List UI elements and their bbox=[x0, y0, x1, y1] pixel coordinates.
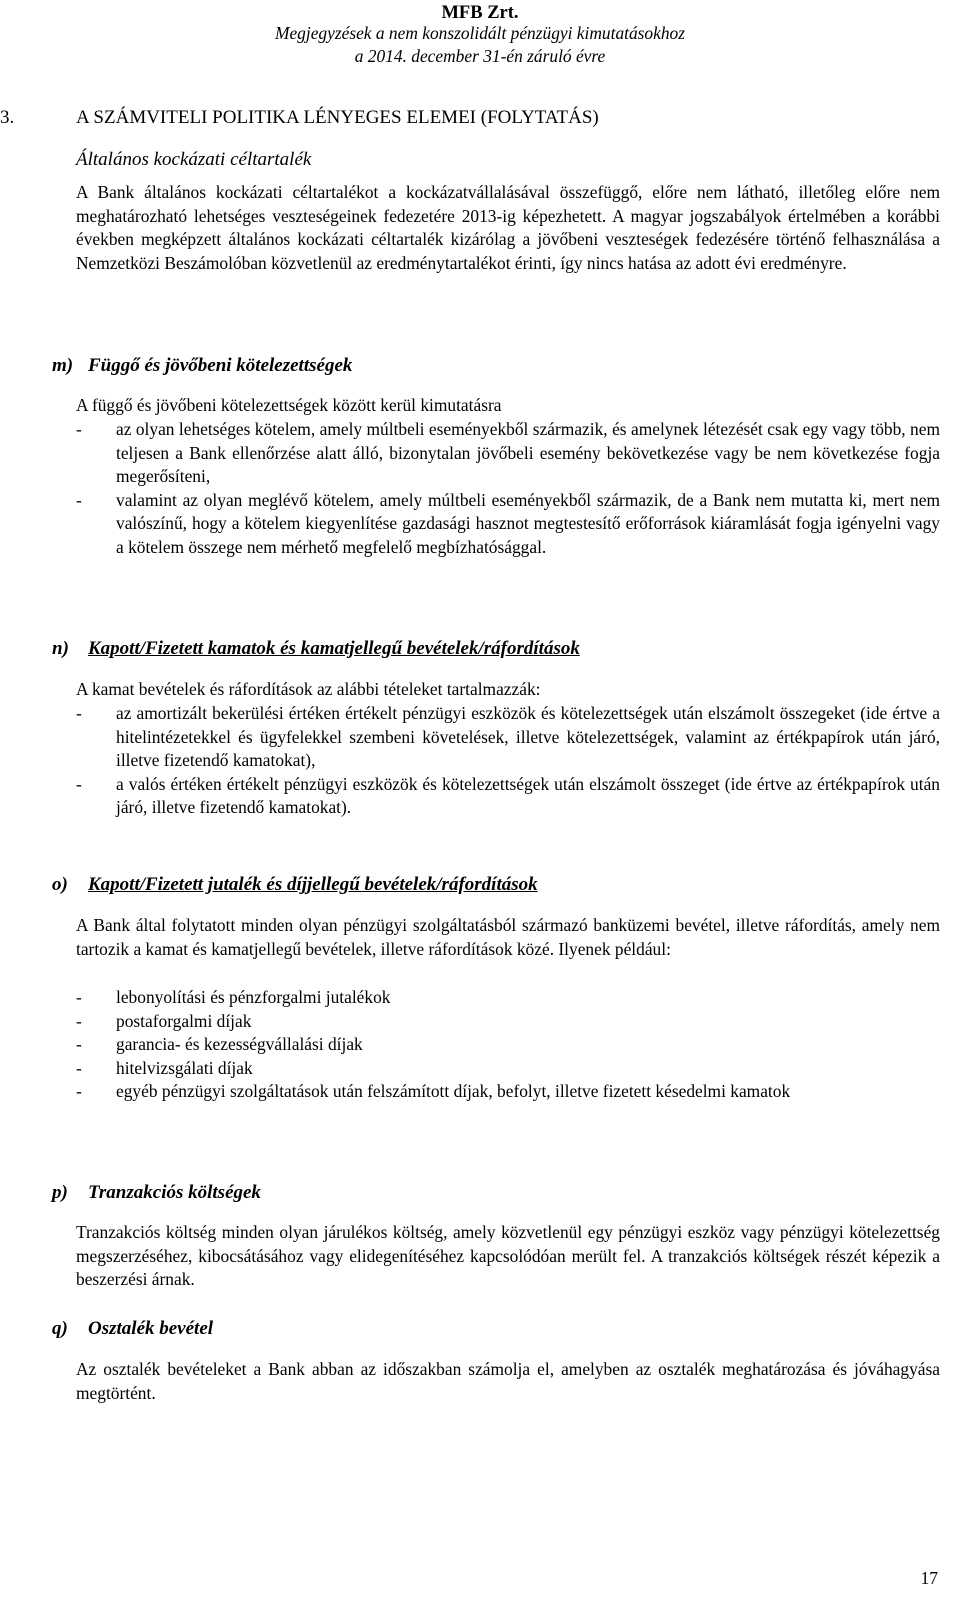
section-m-list bbox=[76, 418, 940, 559]
section-n-heading bbox=[52, 637, 916, 661]
list-item bbox=[76, 1080, 940, 1104]
section-n-title: Kapott/Fizetett kamatok és kamatjellegű bevételek/ráfordítások bbox=[88, 638, 580, 659]
list-item bbox=[76, 986, 940, 1010]
list-item-text: garancia- és kezességvállalási díjak bbox=[116, 1034, 363, 1054]
list-item bbox=[76, 773, 940, 820]
list-item bbox=[76, 1033, 940, 1057]
list-item-text: az olyan lehetséges kötelem, amely múltbeli eseményekből származik, és amelynek létezését csak egy vagy több, nem teljesen a Bank ellenőrzése alatt álló, bizonytalan jövőbeli esemény bekövetkezése vagy be nem következése fogja megerősíteni, bbox=[116, 419, 940, 486]
list-dash: - bbox=[76, 987, 82, 1007]
section-o-intro: A Bank által folytatott minden olyan pénzügyi szolgáltatásból származó banküzemi bevétel, illetve ráfordítás, amely nem tartozik a kamat és kamatjellegű bevételek, illetve ráfordítások közé. Ilyenek például: bbox=[76, 915, 940, 959]
list-item-text: az amortizált bekerülési értéken értékelt pénzügyi eszközök és kötelezettségek után elszámolt összegeket (ide értve a hitelintézetekkel és ügyfelekkel szembeni követelések, illetve kötelezettségek, valamint az értékpapírok után járó, illetve fizetendő kamatokat), bbox=[116, 703, 940, 770]
list-item-text: valamint az olyan meglévő kötelem, amely múltbeli eseményekből származik, de a Bank nem mutatta ki, mert nem valószínű, hogy a kötelem kiegyenlítése gazdasági hasznot megtestesítő erőforrások kiáramlását fogja igényelni vagy a kötelem összege nem mérhető megfelelő megbízhatósággal. bbox=[116, 489, 940, 557]
section-m-intro: A függő és jövőbeni kötelezettségek között kerül kimutatásra bbox=[76, 395, 502, 415]
list-item-text: egyéb pénzügyi szolgáltatások után felszámított díjak, befolyt, illetve fizetett késedelmi kamatok bbox=[116, 1081, 791, 1101]
list-item bbox=[76, 702, 940, 773]
section-number: 3. bbox=[0, 107, 15, 128]
section-m-heading bbox=[52, 354, 916, 378]
list-dash: - bbox=[76, 773, 82, 794]
list-item-text: lebonyolítási és pénzforgalmi jutalékok bbox=[116, 987, 391, 1007]
list-dash: - bbox=[76, 1034, 82, 1054]
list-dash: - bbox=[76, 1057, 82, 1078]
general-provision-heading: Általános kockázati céltartalék bbox=[76, 149, 312, 170]
list-dash: - bbox=[76, 1081, 82, 1101]
page-number: 17 bbox=[920, 1568, 938, 1588]
list-item-text: postaforgalmi díjak bbox=[116, 1010, 252, 1031]
section-o-list bbox=[76, 986, 940, 1104]
section-o-letter: o) bbox=[52, 874, 68, 895]
list-dash: - bbox=[76, 703, 82, 723]
section-q-heading bbox=[52, 1317, 916, 1341]
section-n-letter: n) bbox=[52, 638, 69, 659]
section-q-title: Osztalék bevétel bbox=[88, 1318, 214, 1339]
section-p-text: Tranzakciós költség minden olyan járulékos költség, amely közvetlenül egy pénzügyi eszköz vagy pénzügyi kötelezettség megszerzéséhez, kibocsátásához vagy elidegenítéséhez kapcsolódóan merült fel. A tranzakciós költségek részét képezik a beszerzési árnak. bbox=[76, 1222, 940, 1289]
general-provision-text: A Bank általános kockázati céltartalékot a kockázatvállalásával összefüggő, előre nem látható, illetőleg előre nem meghatározható lehetséges veszteségeinek fedezetére 2013-ig képezhetett. A magyar jogszabályok értelmében a korábbi években megképzett általános kockázati céltartalék kizárólag a jövőbeni veszteségek fedezésére történő felhasználása a Nemzetközi Beszámolóban közvetlenül az eredménytartalékot érinti, így nincs hatása az adott évi eredményre. bbox=[76, 182, 940, 273]
section-n-list bbox=[76, 702, 940, 820]
list-item bbox=[76, 489, 940, 560]
list-dash: - bbox=[76, 1010, 82, 1031]
list-dash: - bbox=[76, 419, 82, 439]
header-subtitle-line1: Megjegyzések a nem konszolidált pénzügyi kimutatásokhoz bbox=[274, 23, 686, 43]
list-dash: - bbox=[76, 489, 82, 510]
section-p-title: Tranzakciós költségek bbox=[88, 1182, 261, 1203]
section-m-title: Függő és jövőbeni kötelezettségek bbox=[88, 355, 353, 376]
section-o-title: Kapott/Fizetett jutalék és díjjellegű bevételek/ráfordítások bbox=[88, 874, 538, 895]
section-p-heading bbox=[52, 1181, 916, 1205]
header-subtitle-line2: a 2014. december 31-én záruló évre bbox=[354, 46, 606, 66]
list-item bbox=[76, 418, 940, 489]
list-item-text: hitelvizsgálati díjak bbox=[116, 1057, 253, 1078]
section-o-heading bbox=[52, 873, 916, 897]
section-q-letter: q) bbox=[52, 1318, 68, 1339]
company-name: MFB Zrt. bbox=[441, 3, 519, 23]
section-q-text: Az osztalék bevételeket a Bank abban az időszakban számolja el, amelyben az osztalék meghatározása és jóváhagyása megtörtént. bbox=[76, 1359, 940, 1403]
list-item-text: a valós értéken értékelt pénzügyi eszközök és kötelezettségek után elszámolt összeget (ide értve az értékpapírok után járó, illetve fizetendő kamatokat). bbox=[116, 773, 940, 817]
section-p-letter: p) bbox=[52, 1182, 68, 1203]
section-n-intro: A kamat bevételek és ráfordítások az alábbi tételeket tartalmazzák: bbox=[76, 679, 541, 699]
section-title: A SZÁMVITELI POLITIKA LÉNYEGES ELEMEI (FOLYTATÁS) bbox=[76, 107, 599, 128]
list-item bbox=[76, 1010, 940, 1034]
list-item bbox=[76, 1057, 940, 1081]
section-m-letter: m) bbox=[52, 355, 74, 376]
